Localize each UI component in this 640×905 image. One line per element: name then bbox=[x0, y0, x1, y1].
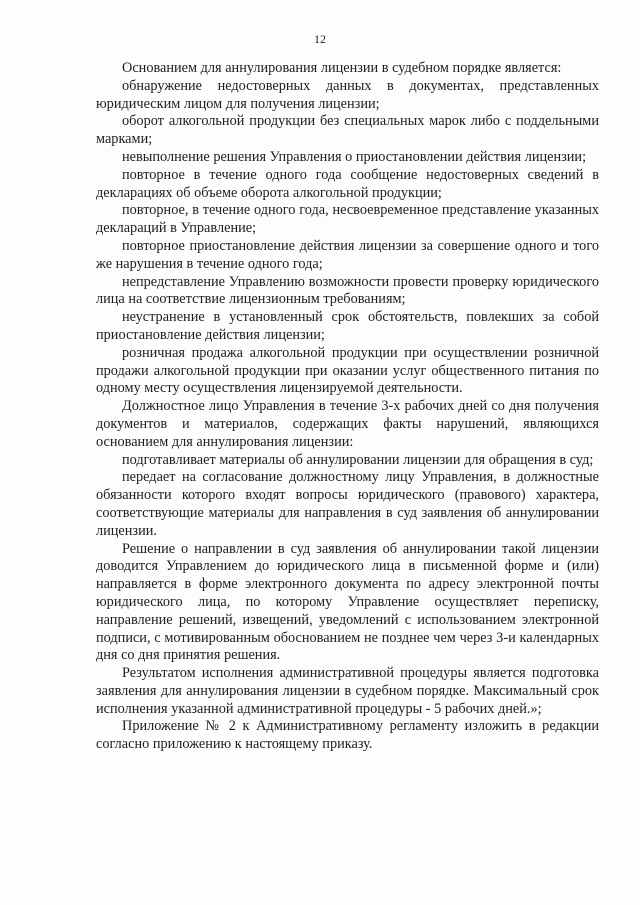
paragraph-retail-sale: розничная продажа алкогольной продукции при осуществлении розничной продажи алкогольной продукции при оказании услуг общественного питания по одному месту осуществления лицензируемой деятельности. bbox=[96, 344, 599, 397]
paragraph-unremedied-circumstances: неустранение в установленный срок обстоятельств, повлекших за собой приостановление действия лицензии; bbox=[96, 309, 599, 343]
paragraph-appendix: Приложение № 2 к Административному регламенту изложить в редакции согласно приложению к настоящему приказу. bbox=[96, 718, 599, 753]
paragraph-grounds-intro: Основанием для аннулирования лицензии в судебном порядке является: bbox=[122, 60, 562, 76]
document-body bbox=[96, 60, 599, 754]
paragraph-inspection-refusal: непредставление Управлению возможности провести проверку юридического лица на соответствие лицензионным требованиям; bbox=[96, 273, 599, 308]
paragraph-repeated-false-declarations: повторное в течение одного года сообщение недостоверных сведений в декларациях об объеме оборота алкогольной продукции; bbox=[96, 166, 599, 201]
page-number: 12 bbox=[314, 32, 326, 46]
paragraph-no-marks: оборот алкогольной продукции без специальных марок либо с поддельными марками; bbox=[96, 113, 599, 148]
paragraph-decision-notice: Решение о направлении в суд заявления об аннулировании такой лицензии доводится Управлением до юридического лица в письменной форме и (или) направляется в форме электронного документа по адресу электронной почты юридического лица, по которому Управление осуществляет переписку, направление решений, извещений, уведомлений с использованием электронной подписи, с мотивированным обоснованием не позднее чем через 3-и календарных дня со дня принятия решения. bbox=[96, 540, 599, 664]
paragraph-late-declarations: повторное, в течение одного года, несвоевременное представление указанных деклараций в Управление; bbox=[96, 202, 599, 237]
paragraph-result: Результатом исполнения административной процедуры является подготовка заявления для аннулирования лицензии в судебном порядке. Максимальный срок исполнения указанной административной процедуры - 5 рабочих дней.»; bbox=[96, 665, 599, 717]
paragraph-prepare-materials: подготавливает материалы об аннулировании лицензии для обращения в суд; bbox=[122, 451, 594, 468]
paragraph-official-duties: Должностное лицо Управления в течение 3-х рабочих дней со дня получения документов и материалов, содержащих факты нарушений, являющихся основанием для аннулирования лицензии: bbox=[96, 398, 599, 450]
paragraph-repeated-suspension: повторное приостановление действия лицензии за совершение одного и того же нарушения в течение одного года; bbox=[96, 237, 599, 272]
paragraph-false-data: обнаружение недостоверных данных в документах, представленных юридическим лицом для получения лицензии; bbox=[96, 77, 599, 112]
paragraph-approval: передает на согласование должностному лицу Управления, в должностные обязанности которого входят вопросы юридического (правового) характера, соответствующие материалы для направления в суд заявления об аннулировании лицензии. bbox=[96, 469, 599, 539]
paragraph-suspension-noncompliance: невыполнение решения Управления о приостановлении действия лицензии; bbox=[122, 148, 587, 165]
